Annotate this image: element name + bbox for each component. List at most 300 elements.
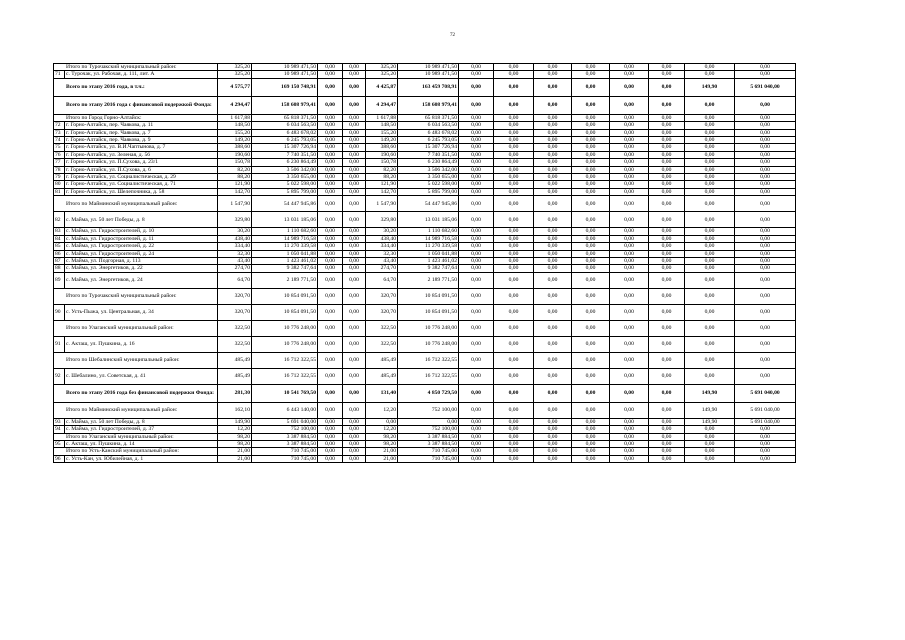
table-row <box>54 304 796 320</box>
value-cell: 0,00 <box>494 304 534 320</box>
address-name: с. Шебалино, ул. Советская, д. 41 <box>65 368 218 384</box>
fund-cost: 10 854 091,50 <box>398 304 459 320</box>
value-cell: 0,00 <box>343 137 366 144</box>
fund-area: 149,20 <box>366 137 398 144</box>
value-cell: 0,00 <box>572 418 610 425</box>
value-cell: 0,00 <box>534 122 572 129</box>
total-area: 121,90 <box>218 181 252 188</box>
row-number: 89 <box>54 272 65 288</box>
value-cell: 0,00 <box>649 122 685 129</box>
value-cell: 0,00 <box>572 336 610 352</box>
address-name: с. Майма, ул. Энергетиков, д. 22 <box>65 265 218 272</box>
value-cell: 0,00 <box>649 159 685 166</box>
value-cell: 0,00 <box>610 336 649 352</box>
value-cell: 0,00 <box>649 448 685 455</box>
value-cell: 0,00 <box>494 368 534 384</box>
value-cell: 0,00 <box>572 166 610 173</box>
value-cell: 0,00 <box>494 272 534 288</box>
fund-cost: 7 740 351,50 <box>398 151 459 158</box>
other-cost: 0,00 <box>735 320 796 336</box>
value-cell: 0,00 <box>649 181 685 188</box>
value-cell: 0,00 <box>572 352 610 368</box>
value-cell: 0,00 <box>649 71 685 78</box>
address-name: Итого по Усть-Канский муниципальный район: <box>54 448 218 455</box>
value-cell: 0,00 <box>572 151 610 158</box>
value-cell: 0,00 <box>610 433 649 440</box>
value-cell: 0,00 <box>649 455 685 462</box>
row-number: 94 <box>54 426 65 433</box>
total-area: 43,40 <box>218 257 252 264</box>
other-cost: 0,00 <box>735 455 796 462</box>
fund-cost: 10 989 471,50 <box>398 64 459 71</box>
value-cell: 0,00 <box>572 433 610 440</box>
address-name: г. Горно-Алтайск, ул. Социалистическая, д. 71 <box>65 181 218 188</box>
fund-cost: 3 506 342,00 <box>398 166 459 173</box>
value-cell: 0,00 <box>572 384 610 402</box>
value-cell: 0,00 <box>459 122 494 129</box>
value-cell: 0,00 <box>610 304 649 320</box>
total-cost: 10 854 091,50 <box>252 288 318 304</box>
fund-area: 190,60 <box>366 151 398 158</box>
value-cell: 0,00 <box>572 288 610 304</box>
value-cell: 0,00 <box>494 144 534 151</box>
fund-area: 12,20 <box>366 426 398 433</box>
value-cell: 0,00 <box>649 368 685 384</box>
table-row <box>54 426 796 433</box>
total-area: 325,20 <box>218 64 252 71</box>
address-name: с. Майма, ул. Гидростроителей, д. 24 <box>65 250 218 257</box>
fund-cost: 5 895 799,00 <box>398 188 459 195</box>
value-cell: 0,00 <box>649 166 685 173</box>
value-cell: 0,00 <box>534 402 572 418</box>
table-row <box>54 440 796 447</box>
value-cell: 0,00 <box>494 250 534 257</box>
row-number: 80 <box>54 181 65 188</box>
total-cost: 158 608 979,41 <box>252 96 318 114</box>
fund-cost: 16 712 322,55 <box>398 368 459 384</box>
value-cell: 0,00 <box>343 144 366 151</box>
value-cell: 0,00 <box>610 188 649 195</box>
row-number: 86 <box>54 250 65 257</box>
value-cell: 0,00 <box>534 243 572 250</box>
total-cost: 1 110 682,60 <box>252 228 318 235</box>
value-cell: 0,00 <box>343 181 366 188</box>
value-cell: 0,00 <box>459 151 494 158</box>
address-name: г. Горно-Алтайск, пер. Чаякова, д. 9 <box>65 137 218 144</box>
value-cell: 0,00 <box>318 426 343 433</box>
value-cell: 0,00 <box>572 181 610 188</box>
other-area: 0,00 <box>685 188 735 195</box>
other-cost: 0,00 <box>735 288 796 304</box>
value-cell: 0,00 <box>572 265 610 272</box>
value-cell: 0,00 <box>572 114 610 121</box>
value-cell: 0,00 <box>610 78 649 96</box>
value-cell: 0,00 <box>459 181 494 188</box>
value-cell: 0,00 <box>610 159 649 166</box>
total-cost: 6 230 864,49 <box>252 159 318 166</box>
value-cell: 0,00 <box>649 384 685 402</box>
total-cost: 3 350 655,00 <box>252 174 318 181</box>
other-area: 0,00 <box>685 96 735 114</box>
value-cell: 0,00 <box>459 448 494 455</box>
value-cell: 0,00 <box>572 212 610 228</box>
row-number: 73 <box>54 129 65 136</box>
value-cell: 0,00 <box>318 257 343 264</box>
value-cell: 0,00 <box>572 272 610 288</box>
value-cell: 0,00 <box>459 304 494 320</box>
fund-cost: 710 745,00 <box>398 448 459 455</box>
other-cost: 0,00 <box>735 304 796 320</box>
total-cost: 2 189 771,50 <box>252 272 318 288</box>
value-cell: 0,00 <box>610 228 649 235</box>
other-area: 0,00 <box>685 228 735 235</box>
table-row <box>54 336 796 352</box>
value-cell: 0,00 <box>459 78 494 96</box>
value-cell: 0,00 <box>572 426 610 433</box>
value-cell: 0,00 <box>318 174 343 181</box>
value-cell: 0,00 <box>343 288 366 304</box>
total-cost: 15 307 726,94 <box>252 144 318 151</box>
address-name: с. Усть-Пыжа, ул. Центральная, д. 34 <box>65 304 218 320</box>
address-name: г. Горно-Алтайск, пер. Чаякова, д. 11 <box>65 122 218 129</box>
address-name: с. Акташ, ул. Пушкина, д. 14 <box>65 440 218 447</box>
other-area: 149,90 <box>685 78 735 96</box>
row-number: 92 <box>54 368 65 384</box>
value-cell: 0,00 <box>459 228 494 235</box>
value-cell: 0,00 <box>649 426 685 433</box>
other-cost: 0,00 <box>735 426 796 433</box>
value-cell: 0,00 <box>610 122 649 129</box>
address-name: Всего по этапу 2016 года, в т.ч.: <box>54 78 218 96</box>
address-name: Всего по этапу 2016 года без финансовой подержки Фонда: <box>54 384 218 402</box>
address-name: г. Горно-Алтайск, ул. Социалистическая, д. 29 <box>65 174 218 181</box>
value-cell: 0,00 <box>649 129 685 136</box>
other-area: 0,00 <box>685 114 735 121</box>
other-area: 0,00 <box>685 64 735 71</box>
row-number: 74 <box>54 137 65 144</box>
other-cost: 0,00 <box>735 188 796 195</box>
value-cell: 0,00 <box>610 144 649 151</box>
fund-cost: 10 776 248,00 <box>398 320 459 336</box>
value-cell: 0,00 <box>649 402 685 418</box>
table-row <box>54 265 796 272</box>
table-row <box>54 368 796 384</box>
other-cost: 0,00 <box>735 196 796 212</box>
fund-area: 21,00 <box>366 455 398 462</box>
fund-area: 329,80 <box>366 212 398 228</box>
value-cell: 0,00 <box>534 336 572 352</box>
fund-area: 320,70 <box>366 288 398 304</box>
value-cell: 0,00 <box>649 235 685 242</box>
address-name: г. Горно-Алтайск, ул. П.Сухова, д. 23/1 <box>65 159 218 166</box>
other-area: 0,00 <box>685 122 735 129</box>
other-area: 0,00 <box>685 71 735 78</box>
value-cell: 0,00 <box>343 166 366 173</box>
row-number: 72 <box>54 122 65 129</box>
address-name: с. Майма, ул. Гидростроителей, д. 11 <box>65 235 218 242</box>
other-cost: 0,00 <box>735 96 796 114</box>
other-area: 0,00 <box>685 137 735 144</box>
other-cost: 0,00 <box>735 368 796 384</box>
fund-area: 0,00 <box>366 418 398 425</box>
value-cell: 0,00 <box>572 122 610 129</box>
value-cell: 0,00 <box>494 418 534 425</box>
fund-area: 320,70 <box>366 304 398 320</box>
value-cell: 0,00 <box>572 257 610 264</box>
address-name: с. Майма, ул. Подгорная, д. 113 <box>65 257 218 264</box>
other-cost: 5 691 040,00 <box>735 384 796 402</box>
value-cell: 0,00 <box>572 228 610 235</box>
address-name: с. Майма, ул. 50 лет Победы, д. 8 <box>65 212 218 228</box>
value-cell: 0,00 <box>459 166 494 173</box>
value-cell: 0,00 <box>494 288 534 304</box>
fund-area: 334,40 <box>366 243 398 250</box>
value-cell: 0,00 <box>318 129 343 136</box>
value-cell: 0,00 <box>572 137 610 144</box>
address-name: Всего по этапу 2016 года с финансовой подержкой Фонда: <box>54 96 218 114</box>
value-cell: 0,00 <box>343 336 366 352</box>
fund-cost: 3 387 884,50 <box>398 440 459 447</box>
value-cell: 0,00 <box>610 235 649 242</box>
other-cost: 5 691 040,00 <box>735 78 796 96</box>
fund-area: 82,20 <box>366 166 398 173</box>
value-cell: 0,00 <box>459 426 494 433</box>
other-cost: 0,00 <box>735 433 796 440</box>
address-name: Итого по Турочакский муниципальный район: <box>54 288 218 304</box>
value-cell: 0,00 <box>610 243 649 250</box>
value-cell: 0,00 <box>343 418 366 425</box>
fund-cost: 9 382 747,64 <box>398 265 459 272</box>
value-cell: 0,00 <box>649 188 685 195</box>
fund-area: 148,50 <box>366 122 398 129</box>
value-cell: 0,00 <box>572 235 610 242</box>
total-area: 149,20 <box>218 137 252 144</box>
value-cell: 0,00 <box>610 352 649 368</box>
other-area: 0,00 <box>685 257 735 264</box>
table-row <box>54 272 796 288</box>
subtotal-row <box>54 288 796 304</box>
value-cell: 0,00 <box>572 64 610 71</box>
total-area: 281,30 <box>218 384 252 402</box>
value-cell: 0,00 <box>494 188 534 195</box>
table-row <box>54 243 796 250</box>
value-cell: 0,00 <box>610 151 649 158</box>
value-cell: 0,00 <box>534 129 572 136</box>
fund-area: 121,90 <box>366 181 398 188</box>
fund-area: 88,20 <box>366 174 398 181</box>
other-area: 0,00 <box>685 272 735 288</box>
row-number: 76 <box>54 151 65 158</box>
value-cell: 0,00 <box>494 166 534 173</box>
other-area: 0,00 <box>685 235 735 242</box>
fund-cost: 10 776 248,00 <box>398 336 459 352</box>
value-cell: 0,00 <box>459 250 494 257</box>
fund-cost: 3 350 655,00 <box>398 174 459 181</box>
fund-cost: 65 818 371,50 <box>398 114 459 121</box>
value-cell: 0,00 <box>610 71 649 78</box>
fund-cost: 2 189 771,50 <box>398 272 459 288</box>
fund-cost: 4 850 729,50 <box>398 384 459 402</box>
value-cell: 0,00 <box>494 114 534 121</box>
total-area: 485,49 <box>218 352 252 368</box>
table-row <box>54 235 796 242</box>
value-cell: 0,00 <box>318 418 343 425</box>
fund-cost: 0,00 <box>398 418 459 425</box>
table-row <box>54 129 796 136</box>
other-area: 0,00 <box>685 433 735 440</box>
row-number: 84 <box>54 235 65 242</box>
value-cell: 0,00 <box>318 440 343 447</box>
fund-area: 43,40 <box>366 257 398 264</box>
value-cell: 0,00 <box>534 64 572 71</box>
total-cost: 13 031 185,06 <box>252 212 318 228</box>
row-number: 96 <box>54 455 65 462</box>
other-cost: 0,00 <box>735 440 796 447</box>
fund-cost: 752 100,00 <box>398 426 459 433</box>
value-cell: 0,00 <box>649 243 685 250</box>
value-cell: 0,00 <box>318 96 343 114</box>
fund-cost: 1 050 041,88 <box>398 250 459 257</box>
table-row <box>54 71 796 78</box>
value-cell: 0,00 <box>459 174 494 181</box>
address-name: с. Майма, ул. Гидростроителей, д. 37 <box>65 426 218 433</box>
other-cost: 0,00 <box>735 159 796 166</box>
row-number: 90 <box>54 304 65 320</box>
other-area: 0,00 <box>685 426 735 433</box>
total-area: 325,20 <box>218 71 252 78</box>
value-cell: 0,00 <box>649 257 685 264</box>
value-cell: 0,00 <box>572 96 610 114</box>
value-cell: 0,00 <box>343 71 366 78</box>
value-cell: 0,00 <box>343 402 366 418</box>
other-cost: 0,00 <box>735 243 796 250</box>
total-cost: 10 541 769,50 <box>252 384 318 402</box>
value-cell: 0,00 <box>494 243 534 250</box>
value-cell: 0,00 <box>534 440 572 447</box>
other-area: 0,00 <box>685 243 735 250</box>
fund-area: 150,78 <box>366 159 398 166</box>
total-cost: 710 745,00 <box>252 448 318 455</box>
value-cell: 0,00 <box>649 151 685 158</box>
address-name: Итого по Майминский муниципальный район: <box>54 402 218 418</box>
other-area: 149,90 <box>685 418 735 425</box>
value-cell: 0,00 <box>649 265 685 272</box>
total-area: 4 294,47 <box>218 96 252 114</box>
value-cell: 0,00 <box>343 433 366 440</box>
value-cell: 0,00 <box>649 144 685 151</box>
value-cell: 0,00 <box>534 433 572 440</box>
value-cell: 0,00 <box>610 257 649 264</box>
value-cell: 0,00 <box>459 440 494 447</box>
total-cost: 3 387 884,50 <box>252 433 318 440</box>
other-cost: 0,00 <box>735 212 796 228</box>
value-cell: 0,00 <box>459 159 494 166</box>
fund-cost: 3 387 884,50 <box>398 433 459 440</box>
value-cell: 0,00 <box>610 368 649 384</box>
value-cell: 0,00 <box>494 320 534 336</box>
value-cell: 0,00 <box>572 440 610 447</box>
value-cell: 0,00 <box>534 257 572 264</box>
value-cell: 0,00 <box>318 64 343 71</box>
other-area: 0,00 <box>685 336 735 352</box>
value-cell: 0,00 <box>343 228 366 235</box>
total-cost: 16 712 322,55 <box>252 352 318 368</box>
fund-area: 4 425,87 <box>366 78 398 96</box>
total-area: 21,00 <box>218 455 252 462</box>
value-cell: 0,00 <box>610 114 649 121</box>
other-cost: 5 691 040,00 <box>735 418 796 425</box>
row-number: 85 <box>54 243 65 250</box>
value-cell: 0,00 <box>534 144 572 151</box>
fund-area: 98,20 <box>366 433 398 440</box>
value-cell: 0,00 <box>343 151 366 158</box>
value-cell: 0,00 <box>494 159 534 166</box>
value-cell: 0,00 <box>649 272 685 288</box>
value-cell: 0,00 <box>494 384 534 402</box>
value-cell: 0,00 <box>572 129 610 136</box>
value-cell: 0,00 <box>572 250 610 257</box>
value-cell: 0,00 <box>318 304 343 320</box>
other-cost: 0,00 <box>735 174 796 181</box>
value-cell: 0,00 <box>318 114 343 121</box>
value-cell: 0,00 <box>610 96 649 114</box>
subtotal-row <box>54 320 796 336</box>
fund-area: 12,20 <box>366 402 398 418</box>
value-cell: 0,00 <box>572 448 610 455</box>
address-name: г. Горно-Алтайск, пер. Чаякова, д. 7 <box>65 129 218 136</box>
value-cell: 0,00 <box>459 71 494 78</box>
value-cell: 0,00 <box>343 64 366 71</box>
address-name: с. Усть-Кан, ул. Юбилейная, д. 1 <box>65 455 218 462</box>
value-cell: 0,00 <box>459 368 494 384</box>
value-cell: 0,00 <box>494 352 534 368</box>
value-cell: 0,00 <box>649 336 685 352</box>
table-row <box>54 166 796 173</box>
value-cell: 0,00 <box>318 455 343 462</box>
value-cell: 0,00 <box>534 448 572 455</box>
value-cell: 0,00 <box>343 352 366 368</box>
value-cell: 0,00 <box>534 288 572 304</box>
row-number: 87 <box>54 257 65 264</box>
value-cell: 0,00 <box>534 212 572 228</box>
fund-cost: 15 307 726,94 <box>398 144 459 151</box>
value-cell: 0,00 <box>494 336 534 352</box>
other-cost: 0,00 <box>735 272 796 288</box>
address-name: г. Горно-Алтайск, ул. Шелепочника, д. 58 <box>65 188 218 195</box>
total-cost: 11 270 339,58 <box>252 243 318 250</box>
other-cost: 0,00 <box>735 352 796 368</box>
value-cell: 0,00 <box>649 320 685 336</box>
other-cost: 0,00 <box>735 114 796 121</box>
value-cell: 0,00 <box>318 448 343 455</box>
value-cell: 0,00 <box>459 188 494 195</box>
address-name: Итого по Улаганский муниципальный район: <box>54 320 218 336</box>
other-cost: 0,00 <box>735 166 796 173</box>
fund-cost: 11 270 339,58 <box>398 243 459 250</box>
fund-cost: 6 245 793,05 <box>398 137 459 144</box>
fund-area: 485,49 <box>366 368 398 384</box>
value-cell: 0,00 <box>343 304 366 320</box>
value-cell: 0,00 <box>534 426 572 433</box>
total-cost: 752 100,00 <box>252 426 318 433</box>
value-cell: 0,00 <box>318 212 343 228</box>
fund-area: 32,30 <box>366 250 398 257</box>
value-cell: 0,00 <box>534 235 572 242</box>
other-area: 0,00 <box>685 129 735 136</box>
total-area: 148,50 <box>218 122 252 129</box>
other-cost: 0,00 <box>735 448 796 455</box>
value-cell: 0,00 <box>459 272 494 288</box>
